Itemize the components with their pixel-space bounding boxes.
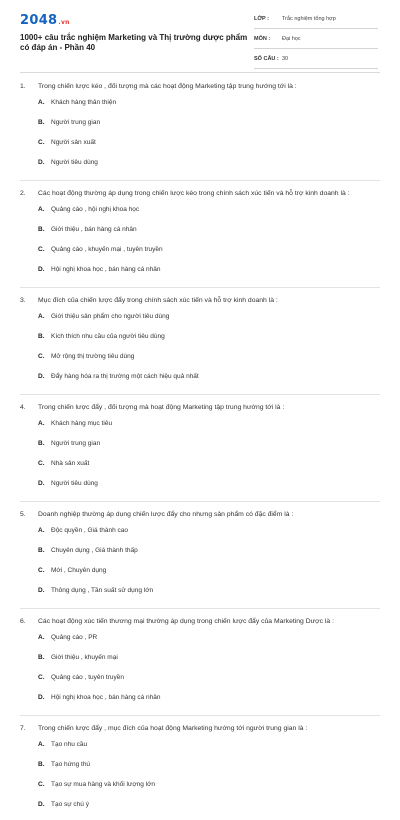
option-text: Đẩy hàng hóa ra thị trường một cách hiệu quả nhất: [51, 373, 199, 380]
option-letter: A.: [38, 634, 45, 641]
meta-subject-label: MÔN :: [254, 36, 271, 42]
answer-options: [20, 98, 380, 178]
option-text: Người trung gian: [51, 119, 101, 126]
answer-options: [20, 740, 380, 820]
question-1: [0, 74, 400, 178]
option-letter: C.: [38, 353, 45, 360]
answer-options: [20, 633, 380, 713]
question-header: [20, 181, 380, 199]
option-letter: C.: [38, 139, 45, 146]
answer-option[interactable]: [38, 118, 210, 130]
option-text: Hội nghị khoa học , bán hàng cá nhân: [51, 266, 161, 273]
answer-option[interactable]: [38, 740, 210, 752]
option-text: Giới thiệu , khuyến mại: [51, 654, 118, 661]
option-text: Kích thích nhu cầu của người tiêu dùng: [51, 333, 165, 340]
option-text: Quảng cáo , PR: [51, 634, 98, 641]
option-text: Quảng cáo , tuyên truyền: [51, 674, 124, 681]
question-header: [20, 395, 380, 413]
option-letter: D.: [38, 694, 45, 701]
option-letter: A.: [38, 741, 45, 748]
answer-option[interactable]: [38, 633, 210, 645]
answer-option[interactable]: [38, 693, 210, 705]
question-7: [0, 716, 400, 820]
answer-option[interactable]: [38, 372, 210, 384]
header-divider: [20, 72, 380, 73]
question-number: 3.: [20, 297, 26, 304]
meta-count-value: 30: [282, 56, 289, 62]
answer-option[interactable]: [38, 526, 210, 538]
option-text: Người tiêu dùng: [51, 480, 98, 487]
question-2: [0, 181, 400, 285]
meta-class-value: Trắc nghiệm tổng hợp: [282, 16, 336, 22]
meta-count-label: SỐ CÂU :: [254, 56, 279, 62]
meta-subject-value: Đại học: [282, 36, 301, 42]
answer-option[interactable]: [38, 566, 210, 578]
answer-option[interactable]: [38, 419, 210, 431]
option-letter: C.: [38, 674, 45, 681]
option-text: Hội nghị khoa học , bán hàng cá nhân: [51, 694, 161, 701]
answer-option[interactable]: [38, 312, 210, 324]
answer-option[interactable]: [38, 265, 210, 277]
option-letter: B.: [38, 119, 45, 126]
question-text: Trong chiến lược đẩy , đối tượng mà hoạt động Marketing tập trung hướng tới là :: [38, 404, 285, 411]
option-letter: A.: [38, 527, 45, 534]
option-text: Mở rộng thị trường tiêu dùng: [51, 353, 135, 360]
option-text: Người tiêu dùng: [51, 159, 98, 166]
question-number: 5.: [20, 511, 26, 518]
option-letter: B.: [38, 761, 45, 768]
option-letter: D.: [38, 159, 45, 166]
option-text: Tạo hứng thú: [51, 761, 91, 768]
question-number: 7.: [20, 725, 26, 732]
option-letter: A.: [38, 420, 45, 427]
option-text: Quảng cáo , hội nghị khoa học: [51, 206, 140, 213]
option-text: Chuyên dụng , Giá thành thấp: [51, 547, 138, 554]
document-title: 1000+ câu trắc nghiệm Marketing và Thị trường dược phẩm có đáp án - Phần 40: [20, 33, 248, 52]
question-3: [0, 288, 400, 392]
option-text: Tạo sự mua hàng và khối lượng lớn: [51, 781, 155, 788]
option-text: Người sản xuất: [51, 139, 96, 146]
answer-options: [20, 205, 380, 285]
question-header: [20, 288, 380, 306]
answer-option[interactable]: [38, 439, 210, 451]
option-letter: C.: [38, 567, 45, 574]
option-text: Độc quyền , Giá thành cao: [51, 527, 128, 534]
answer-option[interactable]: [38, 352, 210, 364]
option-text: Nhà sản xuất: [51, 460, 90, 467]
answer-options: [20, 312, 380, 392]
question-list: [0, 74, 400, 820]
answer-option[interactable]: [38, 760, 210, 772]
answer-option[interactable]: [38, 138, 210, 150]
answer-option[interactable]: [38, 673, 210, 685]
option-text: Khách hàng thân thiện: [51, 99, 117, 106]
question-number: 6.: [20, 618, 26, 625]
question-text: Trong chiến lược kéo , đối tượng mà các hoạt động Marketing tập trung hướng tới là :: [38, 83, 297, 90]
option-text: Quảng cáo , khuyến mại , tuyên truyền: [51, 246, 163, 253]
question-text: Trong chiến lược đẩy , mục đích của hoạt động Marketing hướng tới người trung gian là :: [38, 725, 308, 732]
option-letter: B.: [38, 547, 45, 554]
answer-option[interactable]: [38, 205, 210, 217]
answer-option[interactable]: [38, 459, 210, 471]
question-4: [0, 395, 400, 499]
question-header: [20, 609, 380, 627]
option-text: Giới thiệu , bán hàng cá nhân: [51, 226, 137, 233]
option-text: Tạo sự chú ý: [51, 801, 89, 808]
answer-option[interactable]: [38, 158, 210, 170]
answer-option[interactable]: [38, 225, 210, 237]
question-number: 4.: [20, 404, 26, 411]
option-text: Tạo nhu cầu: [51, 741, 88, 748]
option-letter: C.: [38, 246, 45, 253]
answer-option[interactable]: [38, 546, 210, 558]
meta-count-row: [254, 53, 378, 69]
option-letter: D.: [38, 266, 45, 273]
site-logo[interactable]: [20, 13, 70, 28]
option-text: Khách hàng mục tiêu: [51, 420, 113, 427]
option-letter: B.: [38, 440, 45, 447]
option-letter: A.: [38, 99, 45, 106]
question-6: [0, 609, 400, 713]
document-header: [0, 0, 400, 70]
question-text: Mục đích của chiến lược đẩy trong chính sách xúc tiến và hỗ trợ kinh doanh là :: [38, 297, 278, 304]
logo-domain: .vn: [58, 19, 70, 26]
answer-option[interactable]: [38, 780, 210, 792]
answer-option[interactable]: [38, 800, 210, 812]
question-5: [0, 502, 400, 606]
answer-options: [20, 526, 380, 606]
question-header: [20, 502, 380, 520]
option-text: Mới , Chuyên dụng: [51, 567, 107, 574]
option-text: Thông dụng , Tần suất sử dụng lớn: [51, 587, 154, 594]
answer-options: [20, 419, 380, 499]
option-letter: B.: [38, 333, 45, 340]
meta-subject-row: [254, 33, 378, 49]
option-letter: A.: [38, 206, 45, 213]
question-header: [20, 716, 380, 734]
option-letter: B.: [38, 654, 45, 661]
question-number: 1.: [20, 83, 26, 90]
answer-option[interactable]: [38, 332, 210, 344]
meta-class-label: LỚP :: [254, 16, 269, 22]
question-text: Các hoạt động xúc tiến thương mại thường áp dụng trong chiến lược đẩy của Marketing Dược là :: [38, 618, 334, 625]
answer-option[interactable]: [38, 653, 210, 665]
option-letter: D.: [38, 373, 45, 380]
meta-class-row: [254, 13, 378, 29]
option-letter: C.: [38, 781, 45, 788]
option-letter: D.: [38, 480, 45, 487]
answer-option[interactable]: [38, 586, 210, 598]
question-number: 2.: [20, 190, 26, 197]
document-meta: [254, 13, 378, 73]
logo-text: 2048: [20, 13, 58, 28]
option-letter: D.: [38, 587, 45, 594]
question-text: Doanh nghiệp thường áp dụng chiến lược đẩy cho nhưng sản phẩm có đặc điểm là :: [38, 511, 294, 518]
option-text: Giới thiệu sản phẩm cho người tiêu dùng: [51, 313, 170, 320]
option-letter: B.: [38, 226, 45, 233]
question-header: [20, 74, 380, 92]
option-text: Người trung gian: [51, 440, 101, 447]
option-letter: C.: [38, 460, 45, 467]
answer-option[interactable]: [38, 98, 210, 110]
option-letter: D.: [38, 801, 45, 808]
option-letter: A.: [38, 313, 45, 320]
answer-option[interactable]: [38, 479, 210, 491]
answer-option[interactable]: [38, 245, 210, 257]
question-text: Các hoạt động thường áp dụng trong chiến lược kéo trong chính sách xúc tiến và hỗ trợ kinh doanh là :: [38, 190, 350, 197]
